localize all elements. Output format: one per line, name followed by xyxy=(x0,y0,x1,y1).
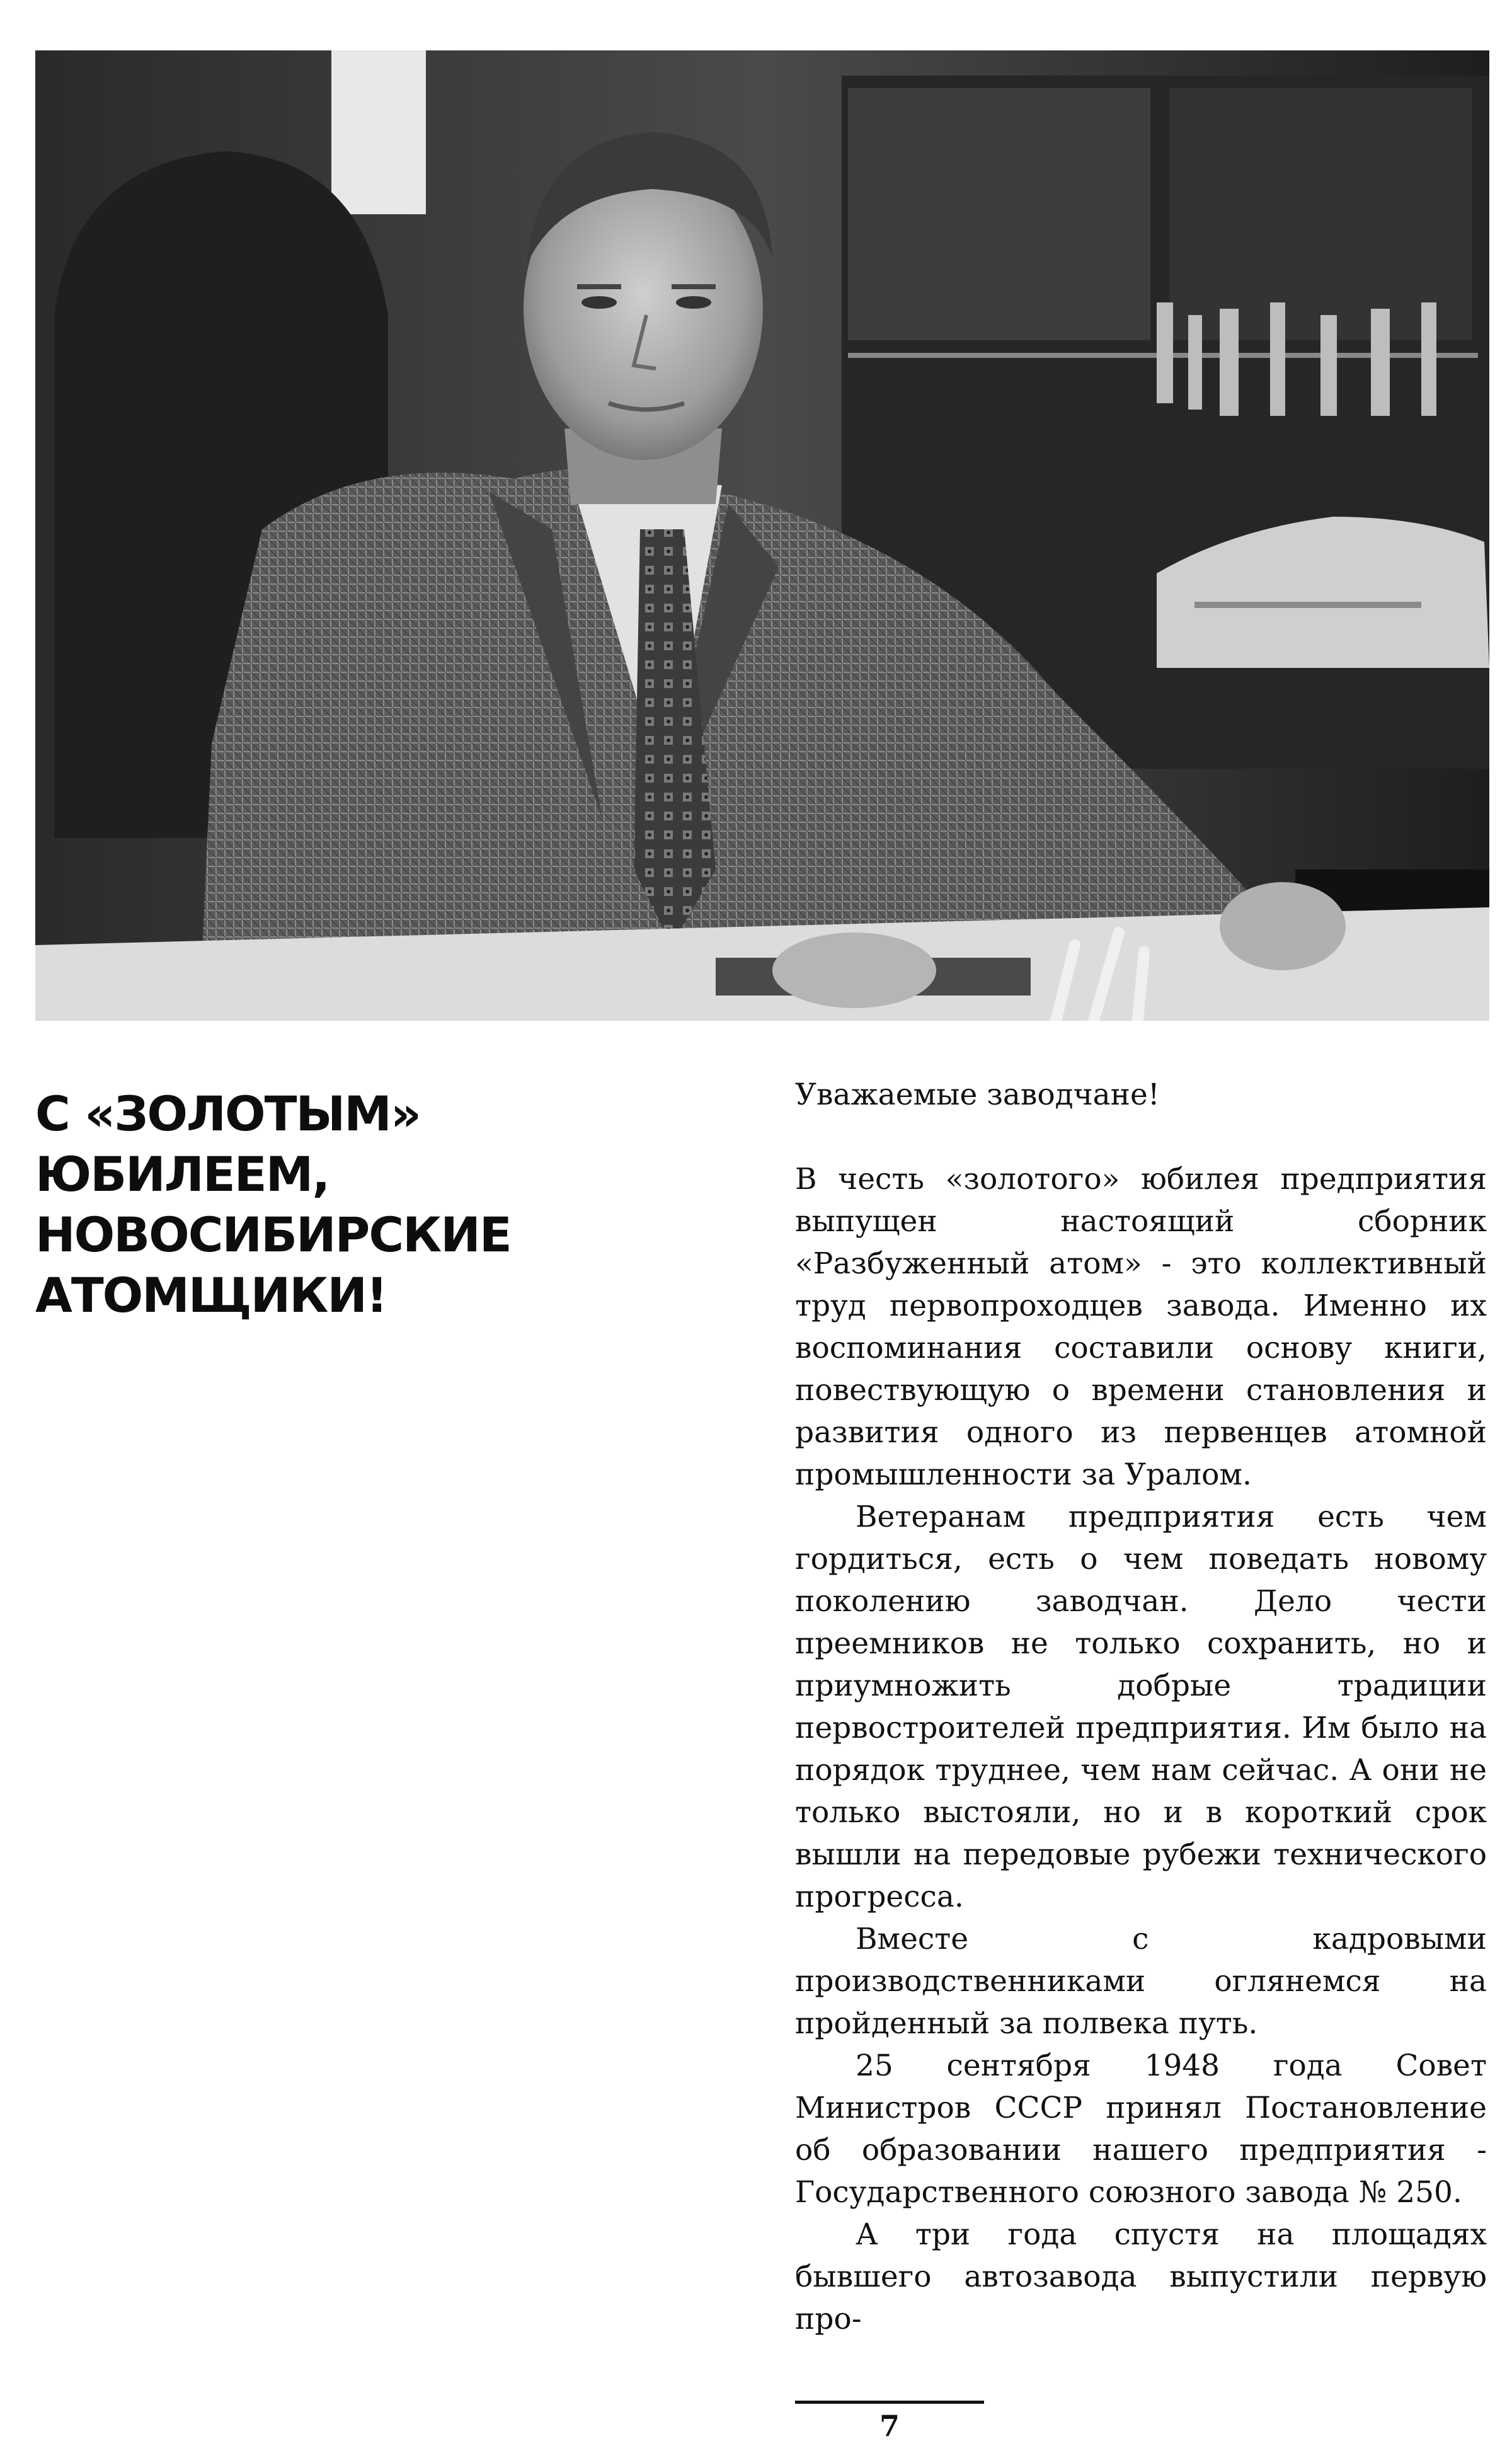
greeting: Уважаемые заводчане! xyxy=(795,1077,1160,1112)
footer-rule xyxy=(795,2401,984,2404)
page-number: 7 xyxy=(879,2409,900,2443)
headline-line: С «ЗОЛОТЫМ» xyxy=(35,1086,420,1142)
paragraph: 25 сентября 1948 года Совет Министров СССР принял Постановление об образовании нашего предприятия - Государственного союзного завода № 250. xyxy=(795,2048,1487,2210)
paragraph: В честь «золотого» юбилея предприятия выпущен настоящий сборник «Разбуженный атом» - это коллективный труд первопроходцев завода. Именно их воспоминания составили основу книги, повествующую о времени становления и развития одного из первенцев атомной промышленности за Уралом. xyxy=(795,1162,1487,1492)
headline-line: АТОМЩИКИ! xyxy=(35,1267,387,1323)
headline xyxy=(35,1084,728,1326)
paragraph: Ветеранам предприятия есть чем гордиться, есть о чем поведать новому поколению заводчан. Дело чести преемников не только сохранить, но и приумножить добрые традиции первостроителей предприятия. Им было на порядок труднее, чем нам сейчас. А они не только выстояли, но и в короткий срок вышли на передовые рубежи технического прогресса. xyxy=(795,1500,1487,1914)
headline-line: НОВОСИБИРСКИЕ xyxy=(35,1207,511,1263)
portrait-photo xyxy=(35,50,1489,1021)
paragraph: Вместе с кадровыми производственниками оглянемся на пройденный за полвека путь. xyxy=(795,1922,1487,2041)
paragraph: А три года спустя на площадях бывшего автозавода выпустили первую про- xyxy=(795,2217,1487,2336)
headline-line: ЮБИЛЕЕМ, xyxy=(35,1146,329,1202)
letter-body xyxy=(795,1074,1487,2340)
